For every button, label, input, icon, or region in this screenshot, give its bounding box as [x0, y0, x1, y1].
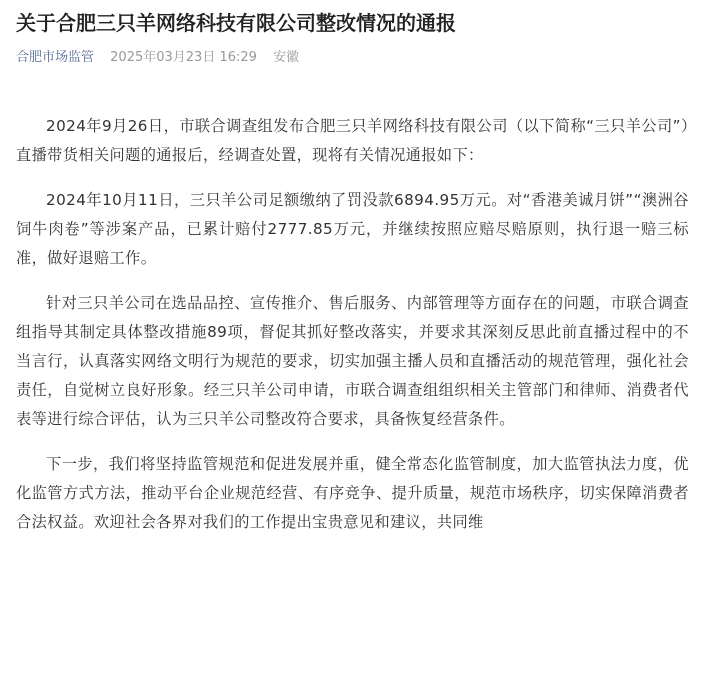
paragraph: 针对三只羊公司在选品品控、宣传推介、售后服务、内部管理等方面存在的问题，市联合调查组指导其制定具体整改措施89项，督促其抓好整改落实，并要求其深刻反思此前直播过程中的不当言行，认真落实网络文明行为规范的要求，切实加强主播人员和直播活动的规范管理，强化社会责任，自觉树立良好形象。经三只羊公司申请，市联合调查组组织相关主管部门和律师、消费者代表等进行综合评估，认为三只羊公司整改符合要求，具备恢复经营条件。 — [16, 294, 689, 428]
paragraph: 2024年10月11日，三只羊公司足额缴纳了罚没款6894.95万元。对“香港美诚月饼”“澳洲谷饲牛肉卷”等涉案产品，已累计赔付2777.85万元，并继续按照应赔尽赔原则，执行退一赔三标准，做好退赔工作。 — [16, 191, 689, 267]
paragraph: 2024年9月26日，市联合调查组发布合肥三只羊网络科技有限公司（以下简称“三只羊公司”）直播带货相关问题的通报后，经调查处置，现将有关情况通报如下： — [16, 117, 689, 164]
article-body — [16, 112, 689, 553]
publish-time: 2025年03月23日 16:29 — [110, 50, 257, 65]
paragraph: 下一步，我们将坚持监管规范和促进发展并重，健全常态化监管制度，加大监管执法力度，优化监管方式方法，推动平台企业规范经营、有序竞争、提升质量，规范市场秩序，切实保障消费者合法权益。欢迎社会各界对我们的工作提出宝贵意见和建议，共同维 — [16, 455, 689, 531]
publish-location: 安徽 — [273, 50, 300, 65]
article-meta — [16, 48, 687, 68]
article-title: 关于合肥三只羊网络科技有限公司整改情况的通报 — [16, 11, 456, 35]
account-name-link[interactable]: 合肥市场监管 — [16, 50, 95, 65]
